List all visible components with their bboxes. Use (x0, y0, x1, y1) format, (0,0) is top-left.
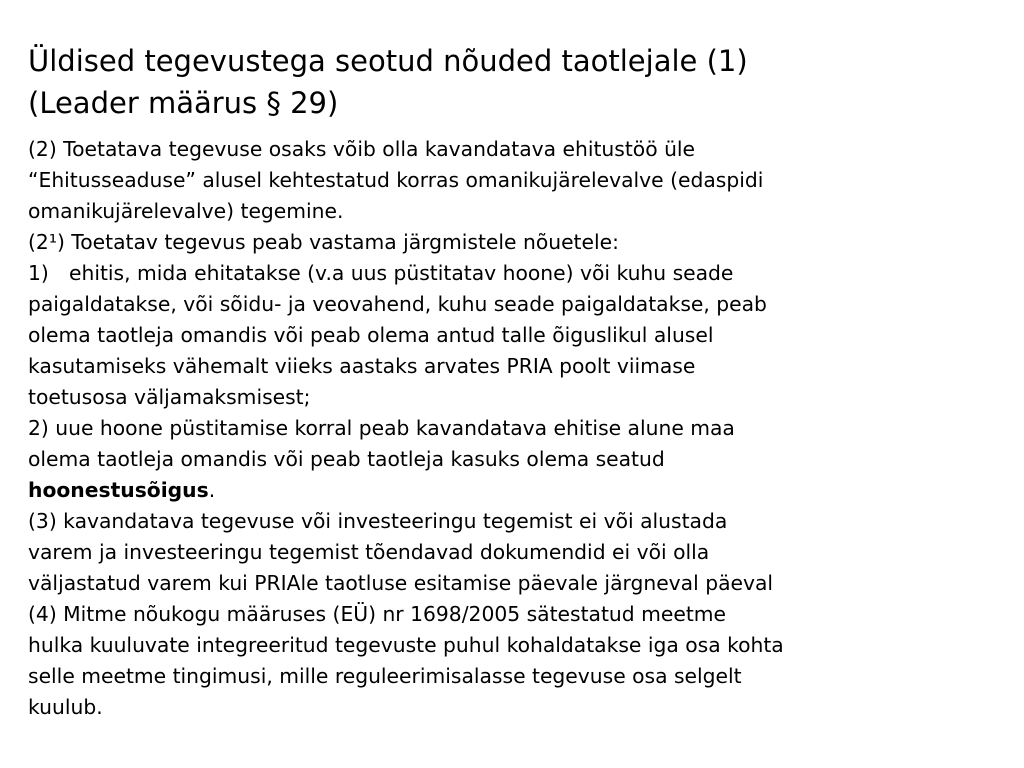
paragraph-4-line: kuulub. (28, 695, 103, 719)
paragraph-2-1-line: (2¹) Toetatav tegevus peab vastama järgmistele nõuetele: (28, 230, 619, 254)
list-item-2-line: olema taotleja omandis või peab taotleja kasuks olema seatud (28, 447, 665, 471)
bold-term: hoonestusõigus (28, 478, 209, 502)
list-item-1-line: kasutamiseks vähemalt viieks aastaks arvates PRIA poolt viimase (28, 354, 696, 378)
list-item-1-line: olema taotleja omandis või peab olema antud talle õiguslikul alusel (28, 323, 714, 347)
list-item-1-line: paigaldatakse, või sõidu- ja veovahend, kuhu seade paigaldatakse, peab (28, 292, 767, 316)
list-item-2-last-line (28, 475, 1008, 506)
list-item-2-line: 2) uue hoone püstitamise korral peab kavandatava ehitise alune maa (28, 416, 735, 440)
paragraph-3-line: (3) kavandatava tegevuse või investeeringu tegemist ei või alustada (28, 509, 728, 533)
paragraph-2-line: “Ehitusseaduse” alusel kehtestatud korras omanikujärelevalve (edaspidi (28, 168, 764, 192)
title-line: (Leader määrus § 29) (28, 86, 339, 120)
list-item-1-number: 1) (28, 261, 49, 285)
paragraph-4-line: hulka kuuluvate integreeritud tegevuste puhul kohaldatakse iga osa kohta (28, 633, 784, 657)
title-line: Üldised tegevustega seotud nõuded taotlejale (1) (28, 44, 748, 78)
list-item-2-end: . (208, 478, 216, 502)
list-item-1-text: ehitis, mida ehitatakse (v.a uus püstitatav hoone) või kuhu seade (69, 261, 734, 285)
paragraph-3-line: varem ja investeeringu tegemist tõendavad dokumendid ei või olla (28, 540, 710, 564)
paragraph-4-line: (4) Mitme nõukogu määruses (EÜ) nr 1698/2005 sätestatud meetme (28, 602, 726, 626)
slide-title (28, 40, 988, 124)
list-item-1-line: toetusosa väljamaksmisest; (28, 385, 311, 409)
paragraph-3-line: väljastatud varem kui PRIAle taotluse esitamise päevale järgneval päeval (28, 571, 774, 595)
paragraph-2-line: omanikujärelevalve) tegemine. (28, 199, 344, 223)
list-item-1-first-line (28, 258, 1008, 289)
paragraph-2-line: (2) Toetatava tegevuse osaks võib olla kavandatava ehitustöö üle (28, 137, 696, 161)
slide-body (28, 134, 1008, 723)
paragraph-4-line: selle meetme tingimusi, mille reguleerimisalasse tegevuse osa selgelt (28, 664, 742, 688)
